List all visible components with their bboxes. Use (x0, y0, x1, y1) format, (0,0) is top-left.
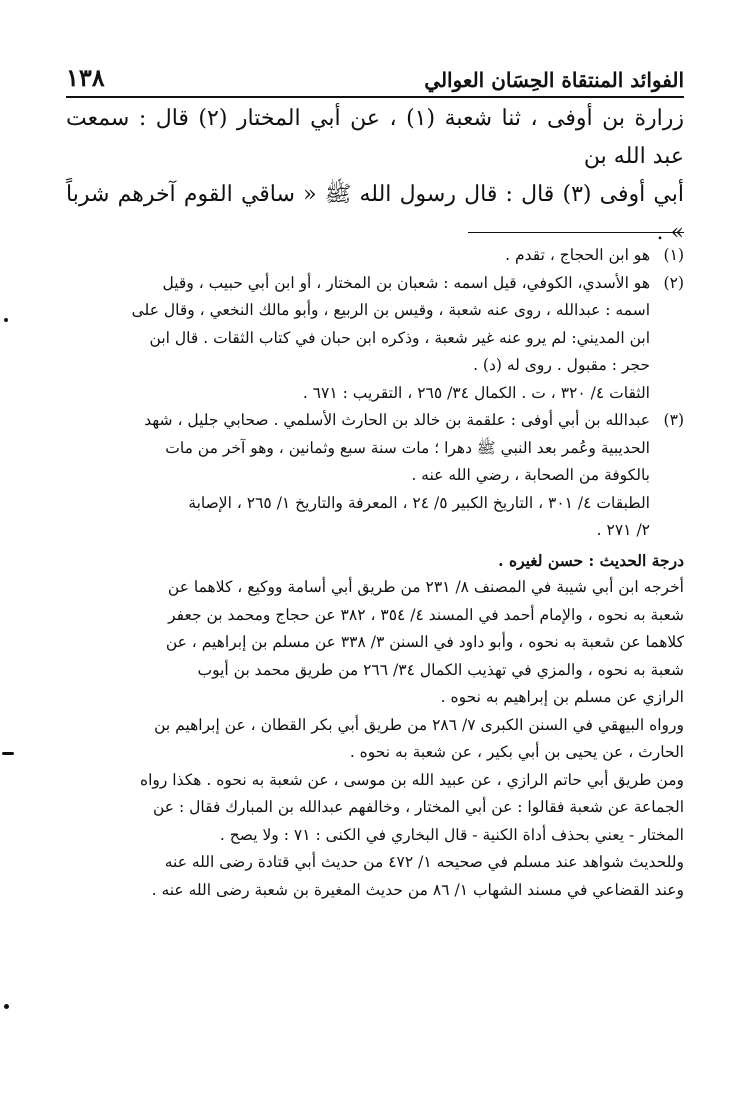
hadith-line: شعبة به نحوه ، والمزي في تهذيب الكمال ٣٤/ ٢٦٦ من طريق محمد بن أيوب (197, 660, 684, 679)
scan-speck (4, 1004, 9, 1009)
footnote-1 (66, 242, 684, 270)
footnote-line: الطبقات ٤/ ٣٠١ ، التاريخ الكبير ٥/ ٢٤ ، المعرفة والتاريخ ١/ ٢٦٥ ، الإصابة (188, 493, 650, 512)
footnote-3 (66, 407, 684, 545)
hadith-paragraph-1 (66, 574, 684, 712)
hadith-line: وعند القضاعي في مسند الشهاب ١/ ٨٦ من حديث المغيرة بن شعبة رضى الله عنه . (151, 880, 684, 899)
footnote-number: (٣) (663, 411, 684, 429)
footnote-separator (468, 232, 684, 233)
hadith-line: أخرجه ابن أبي شيبة في المصنف ٨/ ٢٣١ من طريق أبي أسامة ووكيع ، كلاهما عن (167, 578, 684, 596)
main-text-line: أبي أوفى (٣) قال : قال رسول الله ﷺ « ساقي القوم آخرهم شرباً » . (66, 182, 685, 245)
hadith-line: ورواه البيهقي في السنن الكبرى ٧/ ٢٨٦ من طريق أبي بكر القطان ، عن إبراهيم بن (154, 715, 684, 734)
footnote-line: هو ابن الحجاج ، تقدم . (505, 246, 650, 264)
scan-speck (2, 752, 14, 755)
scan-speck (4, 318, 8, 322)
footnote-line: الحديبية وعُمر بعد النبي ﷺ دهرا ؛ مات سنة سبع وثمانين ، وهو آخر من مات (165, 438, 650, 457)
main-text-line: زرارة بن أوفى ، ثنا شعبة (١) ، عن أبي المختار (٢) قال : سمعت عبد الله بن (66, 106, 684, 169)
hadith-line: ومن طريق أبي حاتم الرازي ، عن عبيد الله بن موسى ، عن شعبة به نحوه . هكذا رواه (139, 770, 684, 789)
footnote-line: عبدالله بن أبي أوفى : علقمة بن خالد بن الحارث الأسلمي . صحابي جليل ، شهد (144, 411, 650, 429)
hadith-grade-heading: درجة الحديث : حسن لغيره . (498, 550, 684, 570)
hadith-paragraph-3 (66, 767, 684, 850)
hadith-line: وللحديث شواهد عند مسلم في صحيحه ١/ ٤٧٢ من حديث أبي قتادة رضى الله عنه (164, 853, 684, 871)
footnote-number: (٢) (663, 273, 684, 292)
footnote-line: بالكوفة من الصحابة ، رضي الله عنه . (411, 466, 650, 484)
hadith-paragraph-2 (66, 712, 684, 767)
page-number: ١٣٨ (66, 63, 105, 92)
footnote-line: ٢/ ٢٧١ . (596, 521, 650, 539)
footnote-2 (66, 270, 684, 408)
footnote-line: اسمه : عبدالله ، روى عنه شعبة ، وقيس بن الربيع ، وأبو مالك النخعي ، وقال على (131, 301, 650, 319)
footnote-body (66, 270, 650, 408)
hadith-line: شعبة به نحوه ، والإمام أحمد في المسند ٤/ ٣٥٤ ، ٣٨٢ عن حجاج ومحمد بن جعفر (168, 605, 684, 624)
footnote-number: (١) (663, 246, 684, 264)
footnote-line: هو الأسدي، الكوفي، قيل اسمه : شعبان بن المختار ، أو ابن أبي حبيب ، وقيل (162, 273, 650, 292)
running-header (66, 52, 684, 98)
main-text (66, 100, 684, 252)
footnotes (66, 242, 684, 904)
footnote-line: الثقات ٤/ ٣٢٠ ، ت . الكمال ٣٤/ ٢٦٥ ، التقريب : ٦٧١ . (302, 383, 650, 402)
footnote-line: ابن المديني: لم يرو عنه غير شعبة ، وذكره ابن حبان في كتاب الثقات . قال ابن (149, 328, 650, 347)
hadith-line: الجماعة عن شعبة فقالوا : عن أبي المختار ، وخالفهم عبدالله بن المبارك فقال : عن (153, 798, 684, 816)
footnote-body (66, 242, 650, 270)
hadith-line: كلاهما عن شعبة به نحوه ، وأبو داود في السنن ٣/ ٣٣٨ عن مسلم بن إبراهيم ، عن (165, 633, 684, 651)
footnote-line: حجر : مقبول . روى له (د) . (473, 356, 650, 374)
hadith-paragraph-4 (66, 849, 684, 904)
footnote-body (66, 407, 650, 545)
hadith-line: المختار - يعني بحذف أداة الكنية - قال البخاري في الكنى : ٧١ : ولا يصح . (219, 825, 684, 844)
hadith-line: الرازي عن مسلم بن إبراهيم به نحوه . (440, 688, 684, 706)
hadith-grade-section (66, 547, 684, 905)
hadith-line: الحارث ، عن يحيى بن أبي بكير ، عن شعبة به نحوه . (349, 743, 684, 761)
header-title: الفوائد المنتقاة الحِسَان العوالي (424, 68, 684, 92)
